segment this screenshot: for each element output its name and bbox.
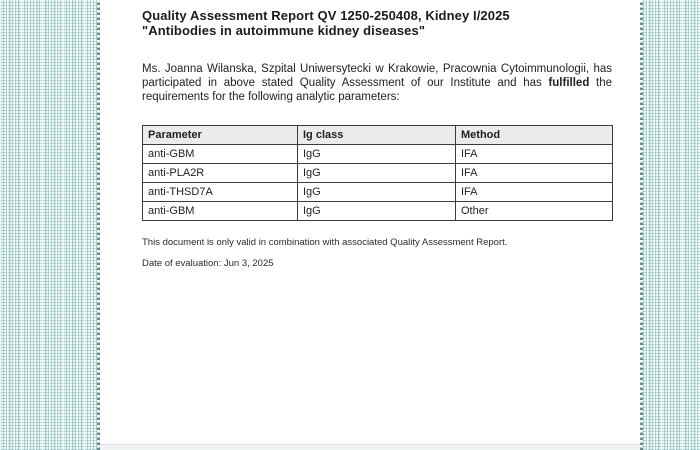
- fulfilled-emphasis: fulfilled: [548, 77, 590, 89]
- report-title-line1: Quality Assessment Report QV 1250-250408, Kidney I/2025: [142, 8, 510, 23]
- cell-ig-class: IgG: [298, 183, 456, 202]
- security-pattern-band-left: [0, 0, 100, 450]
- paragraph-text-end: the requirements for the following analytic parameters:: [142, 77, 613, 103]
- cell-method: IFA: [456, 164, 613, 183]
- document-content: [142, 8, 612, 269]
- participation-paragraph: [142, 62, 612, 104]
- cell-ig-class: IgG: [298, 202, 456, 221]
- cell-parameter: anti-PLA2R: [143, 164, 298, 183]
- header-method: Method: [456, 126, 613, 145]
- cell-parameter: anti-THSD7A: [143, 183, 298, 202]
- table-row: [143, 145, 613, 164]
- table-header-row: [143, 126, 613, 145]
- security-pattern-band-right: [640, 0, 700, 450]
- header-parameter: Parameter: [143, 126, 298, 145]
- cell-ig-class: IgG: [298, 145, 456, 164]
- cell-method: IFA: [456, 183, 613, 202]
- evaluation-date: Date of evaluation: Jun 3, 2025: [142, 258, 274, 269]
- pattern-torn-edge-left: [97, 0, 100, 450]
- cell-ig-class: IgG: [298, 164, 456, 183]
- cell-parameter: anti-GBM: [143, 202, 298, 221]
- page-bottom-edge: [100, 444, 640, 450]
- table-row: [143, 202, 613, 221]
- header-ig-class: Ig class: [298, 126, 456, 145]
- parameters-table: [142, 125, 613, 221]
- report-title-line2: "Antibodies in autoimmune kidney diseases": [142, 23, 426, 38]
- report-title: [142, 8, 612, 38]
- cell-method: Other: [456, 202, 613, 221]
- validity-note: This document is only valid in combination with associated Quality Assessment Report.: [142, 237, 508, 248]
- table-row: [143, 164, 613, 183]
- table-row: [143, 183, 613, 202]
- cell-method: IFA: [456, 145, 613, 164]
- paragraph-text-start: Ms. Joanna Wilanska, Szpital Uniwersytecki w Krakowie, Pracownia Cytoimmunologii, has participated in above stated Quality Assessment of our Institute and has: [142, 63, 612, 89]
- pattern-torn-edge-right: [640, 0, 643, 450]
- cell-parameter: anti-GBM: [143, 145, 298, 164]
